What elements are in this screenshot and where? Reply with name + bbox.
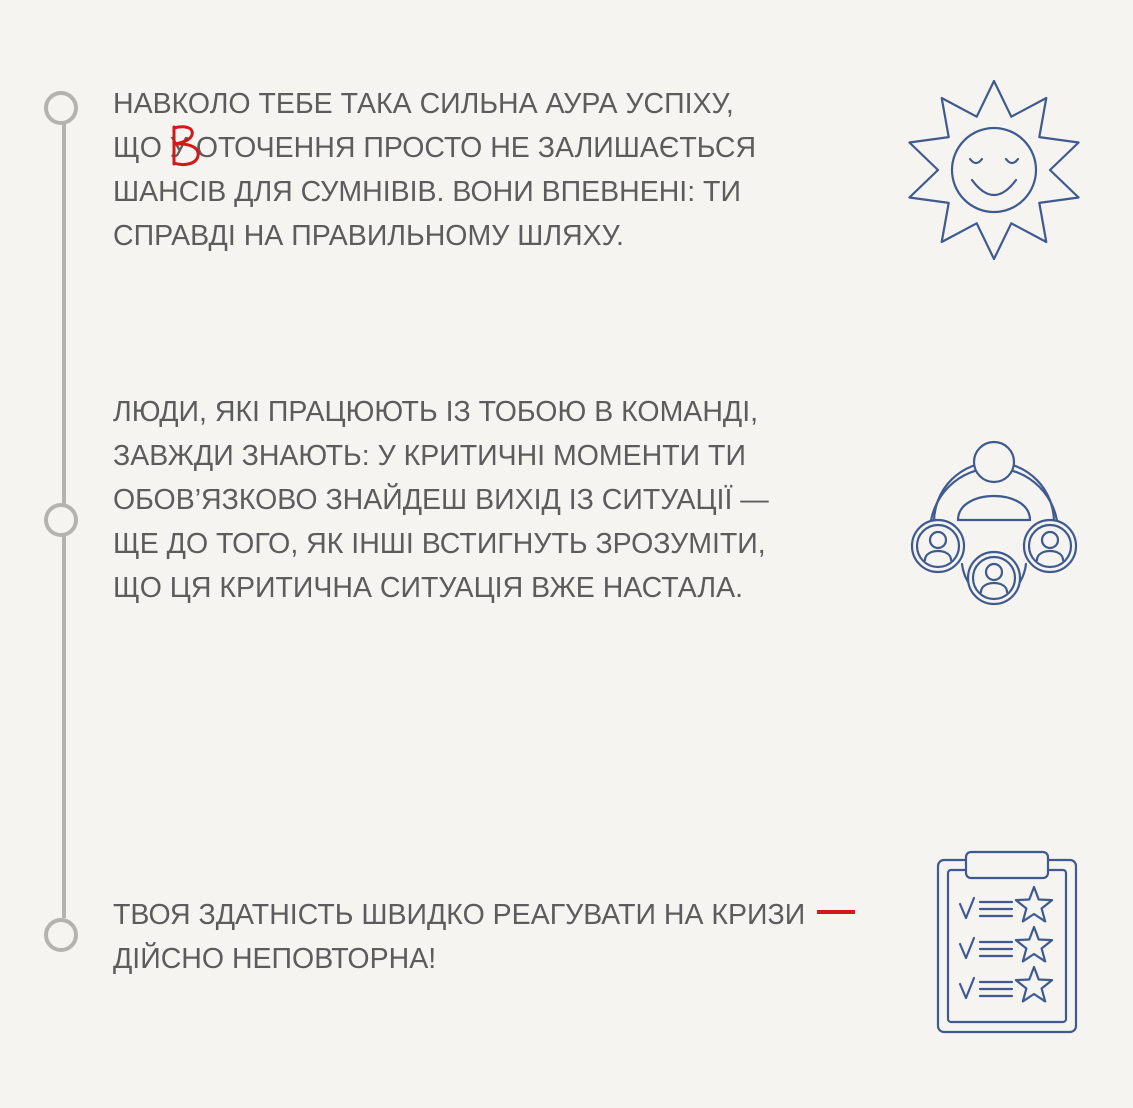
smiling-sun-icon — [904, 80, 1084, 262]
timeline-text-3: ТВОЯ ЗДАТНІСТЬ ШВИДКО РЕАГУВАТИ НА КРИЗИ ДІЙСНО НЕПОВТОРНА! — [113, 899, 806, 975]
star-checklist-icon — [934, 848, 1080, 1034]
timeline-node-3 — [44, 918, 78, 952]
correction-letter-mark — [168, 124, 204, 168]
timeline-node-1 — [44, 91, 78, 125]
team-network-icon — [908, 436, 1080, 606]
timeline-text-2: ЛЮДИ, ЯКІ ПРАЦЮЮТЬ ІЗ ТОБОЮ В КОМАНДІ, ЗАВЖДИ ЗНАЮТЬ: У КРИТИЧНІ МОМЕНТИ ТИ ОБОВ’ЯЗКОВО ЗНАЙДЕШ ВИХІД ІЗ СИТУАЦІЇ — ЩЕ ДО ТОГО, ЯК ІНШІ ВСТИГНУТЬ ЗРОЗУМІТИ, ЩО ЦЯ КРИТИЧНА СИТУАЦІЯ ВЖЕ НАСТАЛА. — [113, 396, 769, 604]
correction-dash-mark — [817, 910, 855, 914]
timeline-text-1: НАВКОЛО ТЕБЕ ТАКА СИЛЬНА АУРА УСПІХУ, ЩО У ОТОЧЕННЯ ПРОСТО НЕ ЗАЛИШАЄТЬСЯ ШАНСІВ ДЛЯ СУМНІВІВ. ВОНИ ВПЕВНЕНІ: ТИ СПРАВДІ НА ПРАВИЛЬНОМУ ШЛЯХУ. — [113, 88, 757, 252]
timeline-node-2 — [44, 503, 78, 537]
